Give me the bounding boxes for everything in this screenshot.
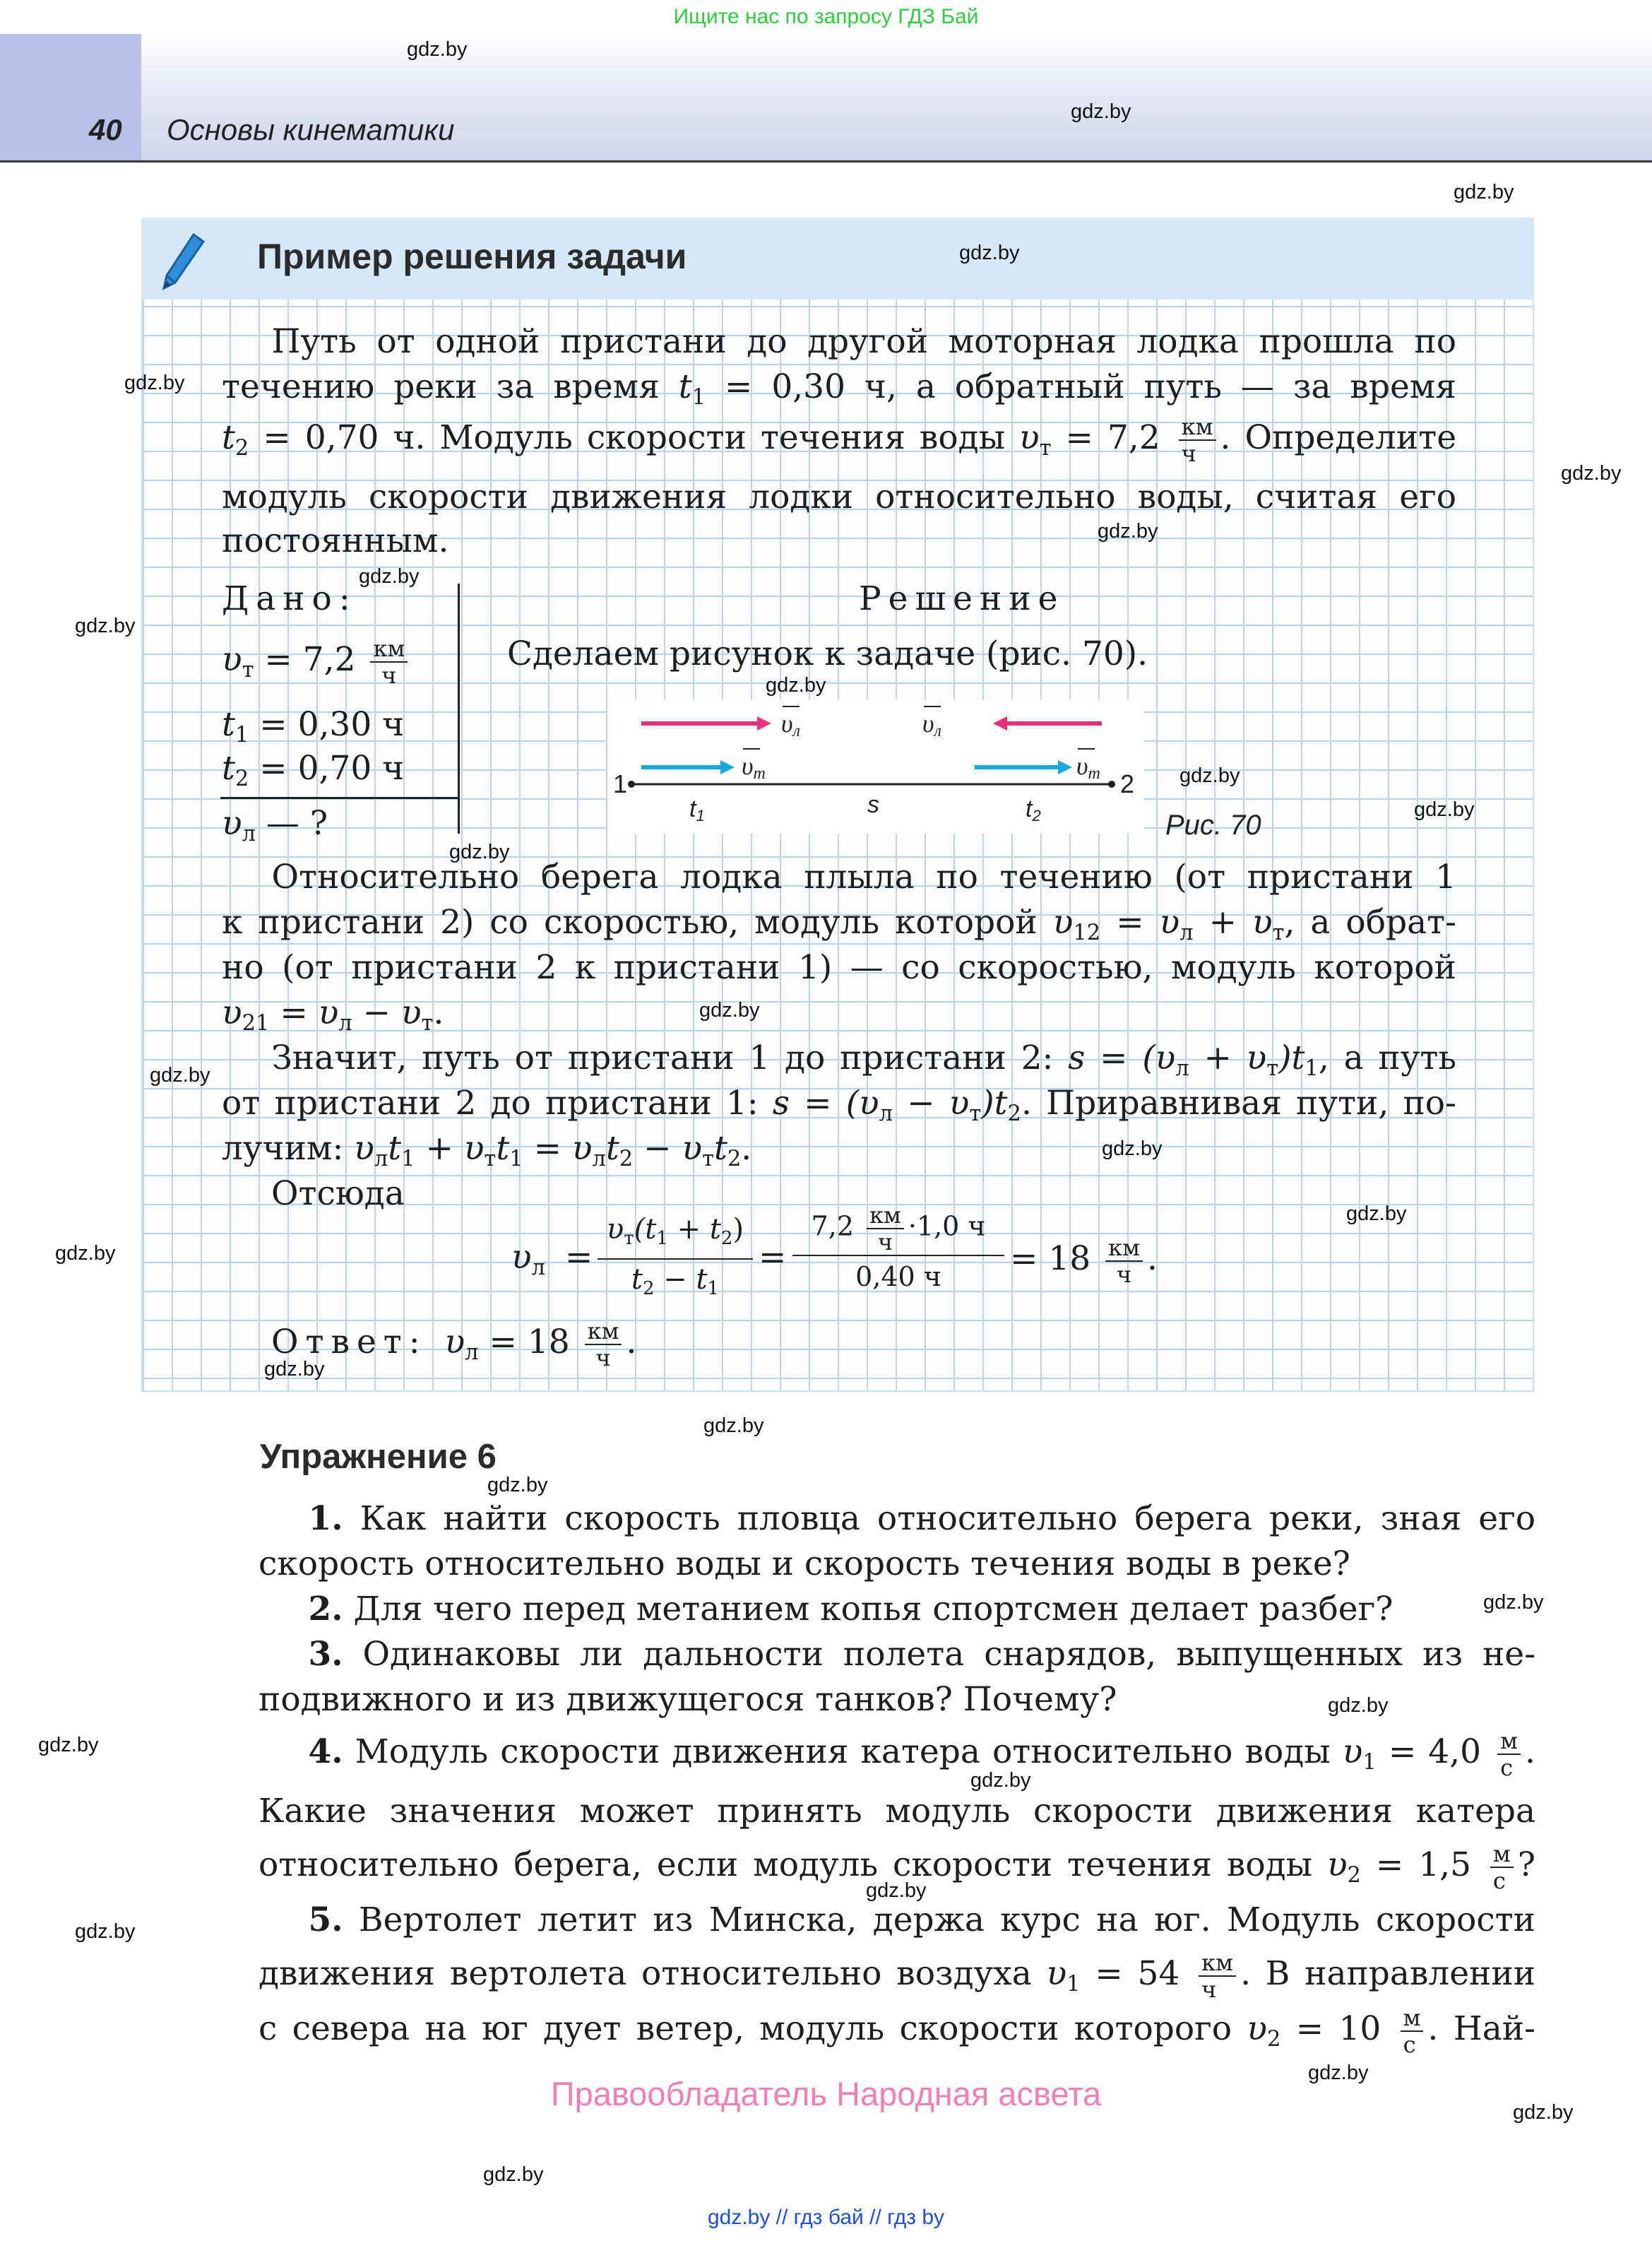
para1-line-4: $\upsilon_{21} = \upsilon_л - \upsilon_т$. — [222, 993, 444, 1036]
formula-frac-1-den: $t_2 - t_1$ — [631, 1263, 720, 1299]
watermark: gdz.by — [766, 674, 826, 697]
formula-lhs: $\upsilon_л$ — [511, 1238, 545, 1281]
search-banner: Ищите нас по запросу ГДЗ Бай — [673, 5, 979, 28]
ex-q5-line-1: 5. Вертолет летит из Минска, держа курс на юг. Модуль скорости — [308, 1900, 1535, 1939]
answer-line: Ответ: $\upsilon_л = 18$ $\frac{км}{ч}$ . — [271, 1318, 637, 1371]
copyright-notice: Правообладатель Народная асвета — [550, 2075, 1102, 2112]
formula-frac-1-num: $\upsilon_т(t_1 + t_2)$ — [598, 1210, 753, 1260]
ex-q1-line-2: скорость относительно воды и скорость течения воды в реке? — [259, 1544, 1350, 1583]
watermark: gdz.by — [55, 1242, 116, 1265]
watermark: gdz.by — [38, 1734, 99, 1756]
figure-caption: Рис. 70 — [1165, 810, 1261, 841]
ex-q2-line-1: 2. Для чего перед метанием копья спортсмен делает разбег? — [308, 1590, 1393, 1628]
watermark: gdz.by — [866, 1879, 927, 1902]
label-vt-left: υт — [742, 752, 766, 783]
chapter-title: Основы кинематики — [167, 113, 455, 146]
formula-frac-2-num: 7,2 $\frac{км}{ч}$ ·1,0 ч — [792, 1202, 1004, 1256]
watermark: gdz.by — [1179, 764, 1240, 787]
footer-links[interactable]: gdz.by // гдз бай // гдз by — [707, 2206, 945, 2229]
watermark: gdz.by — [1102, 1137, 1163, 1160]
problem-line-5: постоянным. — [222, 521, 449, 560]
pier-1-label: 1 — [613, 769, 628, 798]
ex-q3-line-1: 3. Одинаковы ли дальности полета снарядов, выпущенных из не- — [308, 1635, 1535, 1674]
watermark: gdz.by — [1483, 1591, 1544, 1614]
watermark: gdz.by — [1454, 181, 1514, 203]
watermark: gdz.by — [264, 1358, 325, 1380]
pier-1-dot — [628, 781, 635, 788]
pier-2-label: 2 — [1120, 769, 1135, 798]
ex-q4-line-2: Какие значения может принять модуль скорости движения катера — [259, 1792, 1535, 1831]
watermark: gdz.by — [1071, 100, 1131, 123]
watermark: gdz.by — [483, 2163, 544, 2186]
watermark: gdz.by — [1513, 2101, 1574, 2124]
label-t2: t2 — [1026, 796, 1041, 824]
formula-eq-2: = — [759, 1238, 787, 1277]
watermark: gdz.by — [487, 1474, 548, 1496]
formula-frac-2 — [792, 1202, 1004, 1297]
watermark: gdz.by — [703, 1414, 764, 1437]
exercise-title: Упражнение 6 — [260, 1438, 497, 1476]
watermark: gdz.by — [359, 565, 420, 588]
example-title: Пример решения задачи — [257, 237, 687, 276]
solution-line-1: Сделаем рисунок к задаче (рис. 70). — [507, 634, 1148, 673]
para2-line-2: от пристани 2 до пристани 1: $s = (\upsilon_л - \upsilon_т)t_2$. Приравнивая пути, по- — [222, 1084, 1456, 1127]
para1-line-2: к пристани 2) со скоростью, модуль которой $\upsilon_{12} = \upsilon_л + \upsilon_т$, а обрат- — [222, 903, 1456, 946]
problem-line-1: Путь от одной пристани до другой моторная лодка прошла по — [271, 322, 1456, 361]
problem-line-2: течению реки за время $t_1 = 0,30$ ч, а обратный путь — за время — [222, 367, 1456, 410]
watermark: gdz.by — [150, 1064, 210, 1087]
given-velocity: $\upsilon_т = 7,2$ $\frac{км}{ч}$ — [222, 636, 412, 693]
watermark: gdz.by — [959, 242, 1020, 264]
label-vl-forward: υл — [781, 709, 800, 740]
watermark: gdz.by — [75, 615, 136, 637]
ex-q4-line-1: 4. Модуль скорости движения катера относительно воды $\upsilon_1 = 4,0$ $\frac{м}{с}$ . — [308, 1727, 1535, 1781]
given-find: $\upsilon_л$ — ? — [222, 804, 328, 847]
header-rule — [0, 160, 1652, 162]
page-number: 40 — [89, 113, 122, 146]
given-underline — [220, 797, 459, 799]
label-vt-right: υт — [1076, 752, 1100, 783]
watermark: gdz.by — [1328, 1694, 1389, 1717]
ex-q3-line-2: подвижного и из движущегося танков? Почему? — [259, 1680, 1117, 1719]
label-s: s — [867, 791, 879, 818]
formula-result: = 18 $\frac{км}{ч}$ . — [1010, 1234, 1158, 1288]
problem-line-4: модуль скорости движения лодки относительно воды, считая его — [222, 478, 1456, 516]
para2-line-1: Значит, путь от пристани 1 до пристани 2: $s = (\upsilon_л + \upsilon_т)t_1$, а путь — [271, 1039, 1456, 1082]
para1-line-3: но (от пристани 2 к пристани 1) — со скоростью, модуль которой — [222, 948, 1456, 987]
problem-line-3: $t_2 = 0,70$ ч. Модуль скорости течения воды $\upsilon_т = 7,2$ $\frac{км}{ч}$ . Определите — [222, 413, 1457, 467]
label-t1: t1 — [689, 796, 705, 824]
pencil-icon — [160, 230, 209, 294]
watermark: gdz.by — [1346, 1202, 1407, 1225]
watermark: gdz.by — [449, 841, 510, 863]
given-label: Дано: — [222, 579, 357, 618]
para1-line-1: Относительно берега лодка плыла по течению (от пристани 1 — [271, 858, 1456, 897]
ex-q1-line-1: 1. Как найти скорость пловца относительно берега реки, зная его — [308, 1499, 1535, 1538]
ex-q5-line-3: с севера на юг дует ветер, модуль скорости которого $\upsilon_2 = 10$ $\frac{м}{с}$ . Най- — [259, 2004, 1535, 2058]
label-vl-back: υл — [922, 709, 941, 740]
watermark: gdz.by — [1098, 520, 1158, 543]
watermark: gdz.by — [1561, 462, 1622, 485]
pier-2-dot — [1108, 781, 1115, 788]
para2-line-3: лучим: $\upsilon_лt_1 + \upsilon_тt_1 = \upsilon_лt_2 - \upsilon_тt_2$. — [222, 1129, 752, 1172]
figure-70 — [607, 699, 1144, 834]
solution-label: Решение — [859, 579, 1065, 618]
formula-frac-2-den: 0,40 ч — [855, 1261, 941, 1292]
watermark: gdz.by — [75, 1920, 136, 1943]
given-t2: $t_2 = 0,70$ ч — [222, 749, 405, 792]
ex-q4-line-3: относительно берега, если модуль скорости течения воды $\upsilon_2 = 1,5$ $\frac{м}{с}$ ? — [259, 1840, 1535, 1894]
ex-q5-line-2: движения вертолета относительно воздуха $\upsilon_1 = 54$ $\frac{км}{ч}$ . В направлении — [259, 1949, 1536, 2003]
watermark: gdz.by — [699, 999, 760, 1022]
watermark: gdz.by — [1308, 2062, 1369, 2084]
given-t1: $t_1 = 0,30$ ч — [222, 705, 405, 748]
given-divider — [458, 584, 460, 834]
hence-label: Отсюда — [271, 1174, 405, 1213]
watermark: gdz.by — [407, 38, 468, 61]
formula-eq-1: = — [565, 1238, 593, 1277]
watermark: gdz.by — [124, 372, 185, 394]
formula-frac-1 — [598, 1210, 753, 1308]
watermark: gdz.by — [970, 1769, 1031, 1792]
watermark: gdz.by — [1414, 798, 1475, 821]
